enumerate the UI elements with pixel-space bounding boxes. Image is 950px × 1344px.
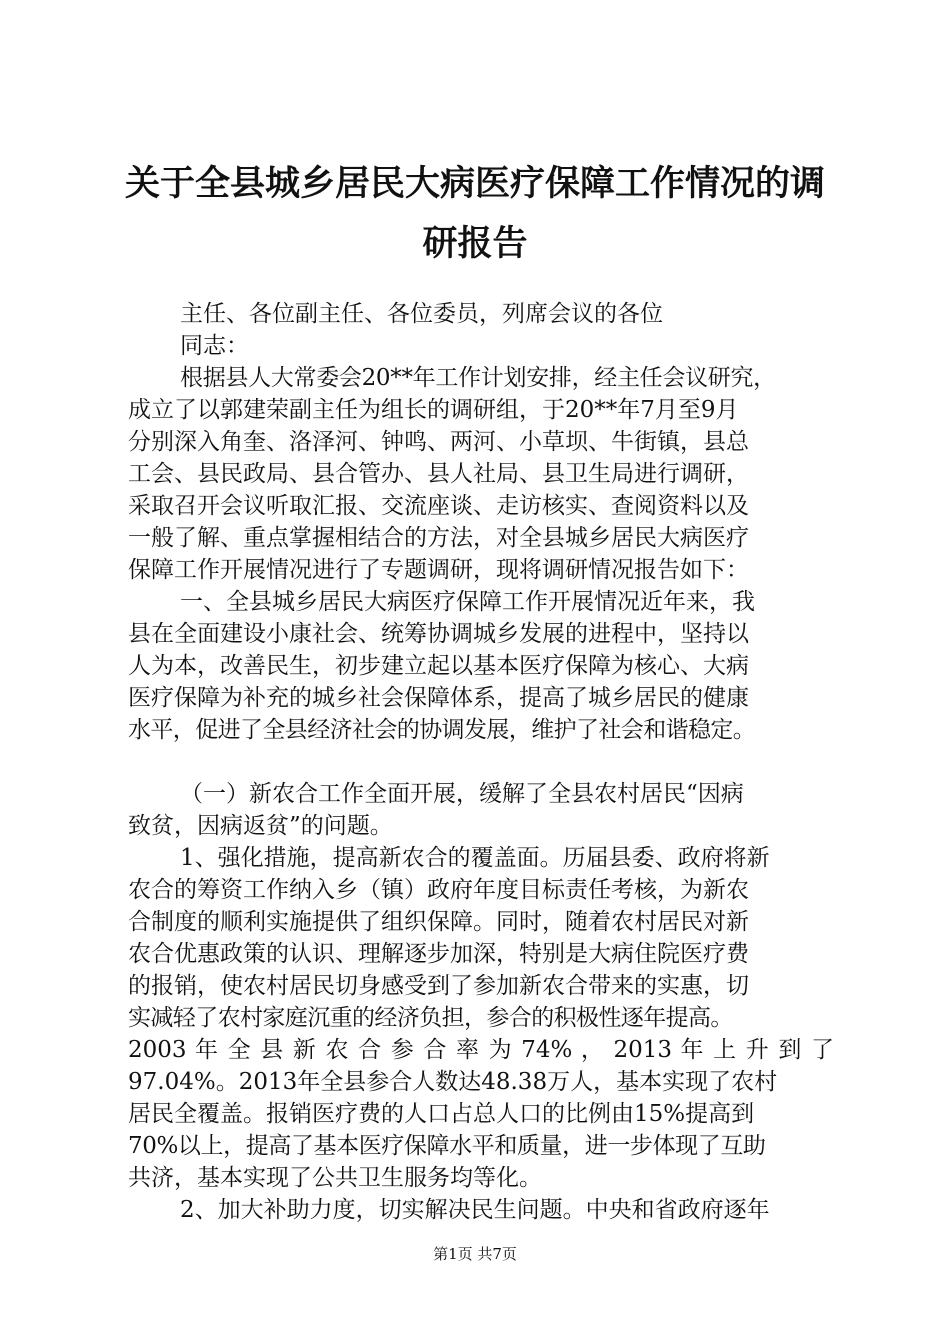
body-line: 保障工作开展情况进行了专题调研，现将调研情况报告如下： xyxy=(128,557,749,583)
body-line: 农合优惠政策的认识、理解逐步加深，特别是大病住院医疗费 xyxy=(128,941,749,967)
page-footer: 第1页 共7页 xyxy=(433,1245,517,1263)
document-title-line-1: 关于全县城乡居民大病医疗保障工作情况的调 xyxy=(124,164,825,204)
body-line: 人为本，改善民生，初步建立起以基本医疗保障为核心、大病 xyxy=(128,653,749,679)
body-line: 居民全覆盖。报销医疗费的人口占总人口的比例由15%提高到 xyxy=(128,1101,755,1127)
body-line: 2003 年 全 县 新 农 合 参 合 率 为 74% ， 2013 年 上 升 到 了 xyxy=(128,1037,834,1063)
subsection-heading-line: （一）新农合工作全面开展，缓解了全县农村居民“因病 xyxy=(180,781,744,807)
body-line: 70%以上，提高了基本医疗保障水平和质量，进一步体现了互助 xyxy=(128,1133,766,1159)
body-line: 2、加大补助力度，切实解决民生问题。中央和省政府逐年 xyxy=(180,1197,770,1223)
salutation-line: 主任、各位副主任、各位委员，列席会议的各位 xyxy=(180,301,663,327)
document-title-line-2: 研报告 xyxy=(422,224,528,264)
body-line: 97.04%。2013年全县参合人数达48.38万人，基本实现了农村 xyxy=(128,1069,778,1095)
body-line: 实减轻了农村家庭沉重的经济负担，参合的积极性逐年提高。 xyxy=(128,1005,733,1031)
body-line: 共济，基本实现了公共卫生服务均等化。 xyxy=(128,1165,542,1191)
body-line: 水平，促进了全县经济社会的协调发展，维护了社会和谐稳定。 xyxy=(128,717,756,743)
body-line: 工会、县民政局、县合管办、县人社局、县卫生局进行调研， xyxy=(128,461,749,487)
section-heading-line: 一、全县城乡居民大病医疗保障工作开展情况近年来，我 xyxy=(180,589,755,615)
body-line: 一般了解、重点掌握相结合的方法，对全县城乡居民大病医疗 xyxy=(128,525,749,551)
body-line: 成立了以郭建荣副主任为组长的调研组，于20**年7月至9月 xyxy=(128,397,739,423)
body-line: 合制度的顺利实施提供了组织保障。同时，随着农村居民对新 xyxy=(128,909,749,935)
body-line: 分别深入角奎、洛泽河、钟鸣、两河、小草坝、牛街镇，县总 xyxy=(128,429,749,455)
body-line: 的报销，使农村居民切身感受到了参加新农合带来的实惠，切 xyxy=(128,973,749,999)
subsection-heading-line: 致贫，因病返贫”的问题。 xyxy=(128,813,393,839)
salutation-line: 同志： xyxy=(180,333,249,359)
body-line: 1、强化措施，提高新农合的覆盖面。历届县委、政府将新 xyxy=(180,845,770,871)
body-line: 采取召开会议听取汇报、交流座谈、走访核实、查阅资料以及 xyxy=(128,493,749,519)
body-line: 根据县人大常委会20**年工作计划安排，经主任会议研究， xyxy=(180,365,776,391)
body-line: 县在全面建设小康社会、统筹协调城乡发展的进程中，坚持以 xyxy=(128,621,749,647)
body-line: 医疗保障为补充的城乡社会保障体系，提高了城乡居民的健康 xyxy=(128,685,749,711)
body-line: 农合的筹资工作纳入乡（镇）政府年度目标责任考核，为新农 xyxy=(128,877,749,903)
